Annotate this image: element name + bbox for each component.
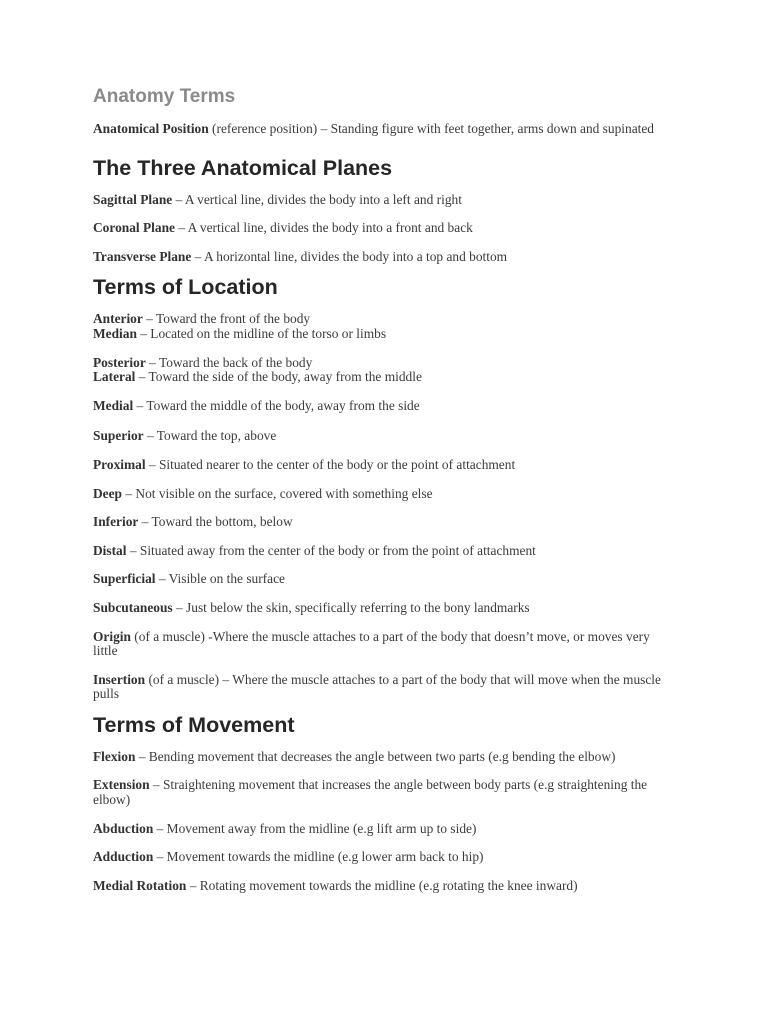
entry-definition: – A horizontal line, divides the body into a top and bottom	[191, 248, 508, 264]
term-entry	[93, 850, 675, 865]
entry-definition: – Visible on the surface	[155, 571, 285, 587]
entry-definition: – Rotating movement towards the midline (e.g rotating the knee inward)	[186, 877, 578, 893]
entry-definition: – Toward the front of the body	[142, 311, 311, 327]
term-entry	[93, 399, 675, 414]
entry-definition: – A vertical line, divides the body into a left and right	[172, 191, 462, 207]
term-entry	[93, 250, 675, 265]
entry-definition: – Toward the back of the body	[145, 354, 313, 370]
term-entry	[93, 822, 675, 837]
term-entry	[93, 778, 675, 807]
term-entry	[93, 312, 675, 327]
entry-term: Median	[93, 325, 137, 341]
entry-term: Posterior	[93, 354, 146, 370]
entry-definition: – Toward the top, above	[143, 428, 277, 444]
entry-term: Coronal Plane	[93, 220, 175, 236]
entry-term: Sagittal Plane	[93, 191, 173, 207]
entry-definition: – Toward the side of the body, away from the middle	[135, 369, 422, 385]
entry-term: Superior	[93, 428, 144, 444]
entry-term: Deep	[93, 485, 123, 501]
term-entry	[93, 879, 675, 894]
term-entry	[93, 544, 675, 559]
term-entry	[93, 458, 675, 473]
entry-term: Anatomical Position	[93, 121, 209, 136]
entry-qualifier: (reference position)	[208, 121, 318, 136]
entry-term: Medial	[93, 397, 134, 413]
term-entry	[93, 673, 675, 702]
entry-definition: – Located on the midline of the torso or limbs	[136, 325, 387, 341]
section-heading-planes: The Three Anatomical Planes	[93, 155, 393, 180]
entry-term: Superficial	[93, 571, 156, 587]
term-entry	[93, 193, 675, 208]
term-entry	[93, 221, 675, 236]
entry-term: Extension	[93, 777, 150, 793]
term-entry	[93, 327, 675, 342]
term-entry	[93, 356, 675, 371]
entry-term: Proximal	[93, 456, 146, 472]
term-entry	[93, 572, 675, 587]
entry-definition: – Not visible on the surface, covered with something else	[122, 485, 433, 501]
term-entry	[93, 601, 675, 616]
term-entry	[93, 487, 675, 502]
entry-term: Transverse Plane	[93, 248, 192, 264]
entry-definition: – Standing figure with feet together, arms down and supinated	[317, 121, 655, 136]
document-title: Anatomy Terms	[93, 86, 236, 107]
term-entry	[93, 750, 675, 765]
entry-definition: – Movement towards the midline (e.g lower arm back to hip)	[153, 849, 484, 865]
term-entry	[93, 429, 675, 444]
entry-term: Inferior	[93, 514, 139, 530]
entry-term: Distal	[93, 542, 127, 558]
entry-definition: – Just below the skin, specifically referring to the bony landmarks	[172, 599, 530, 615]
intro-entry	[93, 122, 675, 137]
term-entry	[93, 370, 675, 385]
entry-definition: – Toward the bottom, below	[138, 514, 293, 530]
entry-term: Abduction	[93, 820, 154, 836]
entry-term: Flexion	[93, 748, 136, 764]
entry-definition: – A vertical line, divides the body into a front and back	[174, 220, 473, 236]
entry-definition: – Movement away from the midline (e.g lift arm up to side)	[153, 820, 477, 836]
entry-term: Origin	[93, 628, 131, 644]
entry-definition: – Situated nearer to the center of the body or the point of attachment	[145, 456, 516, 472]
entry-definition: – Situated away from the center of the body or from the point of attachment	[126, 542, 536, 558]
entry-term: Anterior	[93, 311, 143, 327]
entry-term: Lateral	[93, 369, 136, 385]
term-entry	[93, 515, 675, 530]
term-entry	[93, 630, 675, 659]
entry-term: Medial Rotation	[93, 877, 187, 893]
section-heading-location: Terms of Location	[93, 275, 278, 300]
entry-definition: (of a muscle) -Where the muscle attaches to a part of the body that doesn’t move, or moves very little	[93, 628, 650, 659]
entry-term: Subcutaneous	[93, 599, 173, 615]
entry-definition: (of a muscle) – Where the muscle attaches to a part of the body that will move when the muscle pulls	[93, 671, 661, 702]
entry-definition: – Straightening movement that increases the angle between body parts (e.g straightening the elbow)	[93, 777, 648, 808]
entry-definition: – Toward the middle of the body, away from the side	[133, 397, 420, 413]
entry-definition: – Bending movement that decreases the angle between two parts (e.g bending the elbow)	[135, 748, 616, 764]
entry-term: Insertion	[93, 671, 146, 687]
section-heading-movement: Terms of Movement	[93, 712, 295, 737]
entry-term: Adduction	[93, 849, 154, 865]
